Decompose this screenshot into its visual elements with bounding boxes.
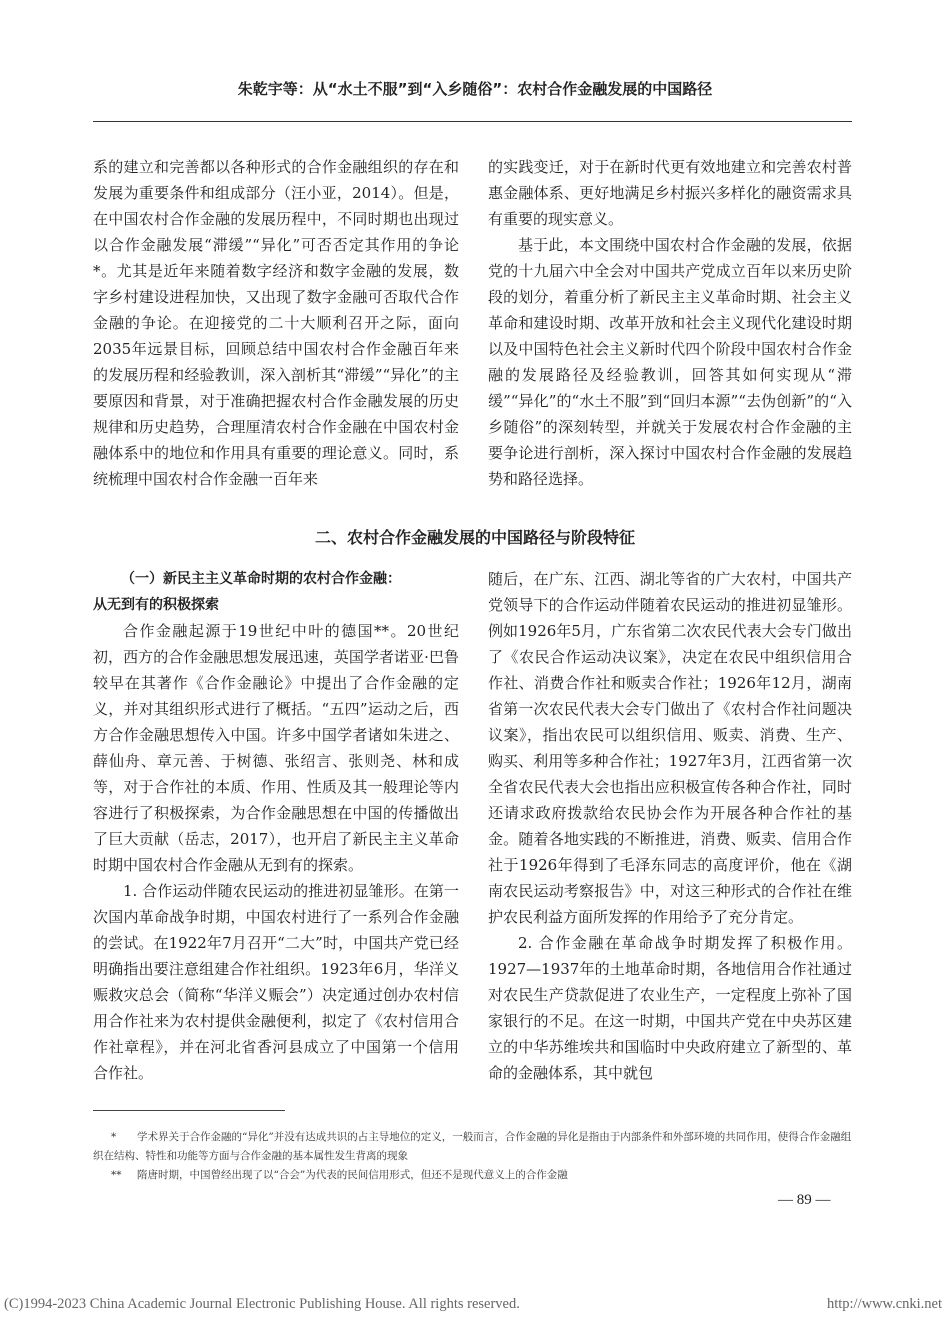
- body-paragraph: 基于此，本文围绕中国农村合作金融的发展，依据党的十九届六中全会对中国共产党成立百年以来历史阶段的划分，着重分析了新民主主义革命时期、社会主义革命和建设时期、改革开放和社会主义现代化建设时期以及中国特色社会主义新时代四个阶段中国农村合作金融的发展路径及经验教训，回答其如何实现从“滞缓”“异化”的“水土不服”到“回归本源”“去伪创新”的“入乡随俗”的深刻转型，并就关于发展农村合作金融的主要争论进行剖析，深入探讨中国农村合作金融的发展趋势和路径选择。: [488, 236, 852, 488]
- footnote-text: 学术界关于合作金融的“异化”并没有达成共识的占主导地位的定义，一般而言，合作金融的异化是指由于内部条件和外部环境的共同作用，使得合作金融组织在结构、特性和功能等方面与合作金融的基本属性发生背离的现象: [93, 1131, 852, 1162]
- body-paragraph: 合作金融起源于19世纪中叶的德国**。20世纪初，西方的合作金融思想发展迅速，英国学者诺亚·巴鲁较早在其著作《合作金融论》中提出了合作金融的定义，并对其组织形式进行了概括。“五四”运动之后，西方合作金融思想传入中国。许多中国学者诸如朱进之、薛仙舟、章元善、于树德、张绍言、张则尧、林和成等，对于合作社的本质、作用、性质及其一般理论等内容进行了积极探索，为合作金融思想在中国的传播做出了巨大贡献（岳志，2017），也开启了新民主主义革命时期中国农村合作金融从无到有的探索。: [93, 622, 459, 874]
- body-paragraph: 2. 合作金融在革命战争时期发挥了积极作用。1927—1937年的土地革命时期，各地信用合作社通过对农民生产贷款促进了农业生产，一定程度上弥补了国家银行的不足。在这一时期，中国共产党在中央苏区建立的中华苏维埃共和国临时中央政府建立了新型的、革命的金融体系，其中就包: [488, 934, 852, 1082]
- subsection-heading-line1: （一）新民主主义革命时期的农村合作金融：: [121, 571, 401, 587]
- body-paragraph: 随后，在广东、江西、湖北等省的广大农村，中国共产党领导下的合作运动伴随着农民运动的推进初显雏形。例如1926年5月，广东省第二次农民代表大会专门做出了《农民合作运动决议案》，决定在农民中组织信用合作社、消费合作社和贩卖合作社；1926年12月，湖南省第一次农民代表大会专门做出了《农村合作社问题决议案》，指出农民可以组织信用、贩卖、消费、生产、购买、利用等多种合作社；1927年3月，江西省第一次全省农民代表大会也指出应积极宣传各种合作社，同时还请求政府拨款给农民协会作为开展各种合作社的基金。随着各地实践的不断推进，消费、贩卖、信用合作社于1926年得到了毛泽东同志的高度评价，他在《湖南农民运动考察报告》中，对这三种形式的合作社在维护农民利益方面所发挥的作用给予了充分肯定。: [488, 570, 852, 926]
- body-paragraph: 1. 合作运动伴随农民运动的推进初显雏形。在第一次国内革命战争时期，中国农村进行了一系列合作金融的尝试。在1922年7月召开“二大”时，中国共产党已经明确指出要注意组建合作社组织。1923年6月，华洋义赈救灾总会（简称“华洋义赈会”）决定通过创办农村信用合作社来为农村提供金融便利，拟定了《农村信用合作社章程》，并在河北省香河县成立了中国第一个信用合作社。: [93, 882, 459, 1082]
- subsection-heading: [93, 566, 459, 618]
- left-column-bottom: [93, 566, 459, 1086]
- left-column-top: [93, 154, 459, 492]
- page-number: — 89 —: [778, 1192, 831, 1208]
- body-paragraph: 系的建立和完善都以各种形式的合作金融组织的存在和发展为重要条件和组成部分（汪小亚，2014）。但是，在中国农村合作金融的发展历程中，不同时期也出现过以合作金融发展“滞缓”“异化”可否否定其作用的争论*。尤其是近年来随着数字经济和数字金融的发展，数字乡村建设进程加快，又出现了数字金融可否取代合作金融的争论。在迎接党的二十大顺利召开之际，面向2035年远景目标，回顾总结中国农村合作金融百年来的发展历程和经验教训，深入剖析其“滞缓”“异化”的主要原因和背景，对于准确把握农村合作金融发展的历史规律和历史趋势，合理厘清农村合作金融在中国农村金融体系中的地位和作用具有重要的理论意义。同时，系统梳理中国农村合作金融一百年来: [93, 158, 459, 488]
- footnote: [93, 1166, 852, 1185]
- cnki-link[interactable]: http://www.cnki.net: [826, 1296, 942, 1312]
- footnote-rule: [93, 1110, 285, 1111]
- footnote: [93, 1128, 852, 1166]
- running-head: 朱乾宇等：从“水土不服”到“入乡随俗”：农村合作金融发展的中国路径: [237, 80, 713, 98]
- right-column-bottom: [488, 566, 852, 1086]
- footnote-mark: **: [111, 1169, 122, 1181]
- section-heading: 二、农村合作金融发展的中国路径与阶段特征: [314, 528, 635, 547]
- copyright-notice: (C)1994-2023 China Academic Journal Electronic Publishing House. All rights reserved.: [4, 1296, 520, 1312]
- footnotes: [93, 1128, 852, 1185]
- right-column-top: [488, 154, 852, 492]
- footnote-text: 隋唐时期，中国曾经出现了以“合会”为代表的民间信用形式，但还不是现代意义上的合作金融: [137, 1169, 568, 1181]
- body-paragraph: 的实践变迁，对于在新时代更有效地建立和完善农村普惠金融体系、更好地满足乡村振兴多样化的融资需求具有重要的现实意义。: [488, 158, 852, 228]
- subsection-heading-line2: 从无到有的积极探索: [93, 597, 219, 613]
- footnote-mark: *: [111, 1131, 117, 1143]
- copyright-footer: [4, 1296, 948, 1313]
- header-rule: [93, 121, 852, 122]
